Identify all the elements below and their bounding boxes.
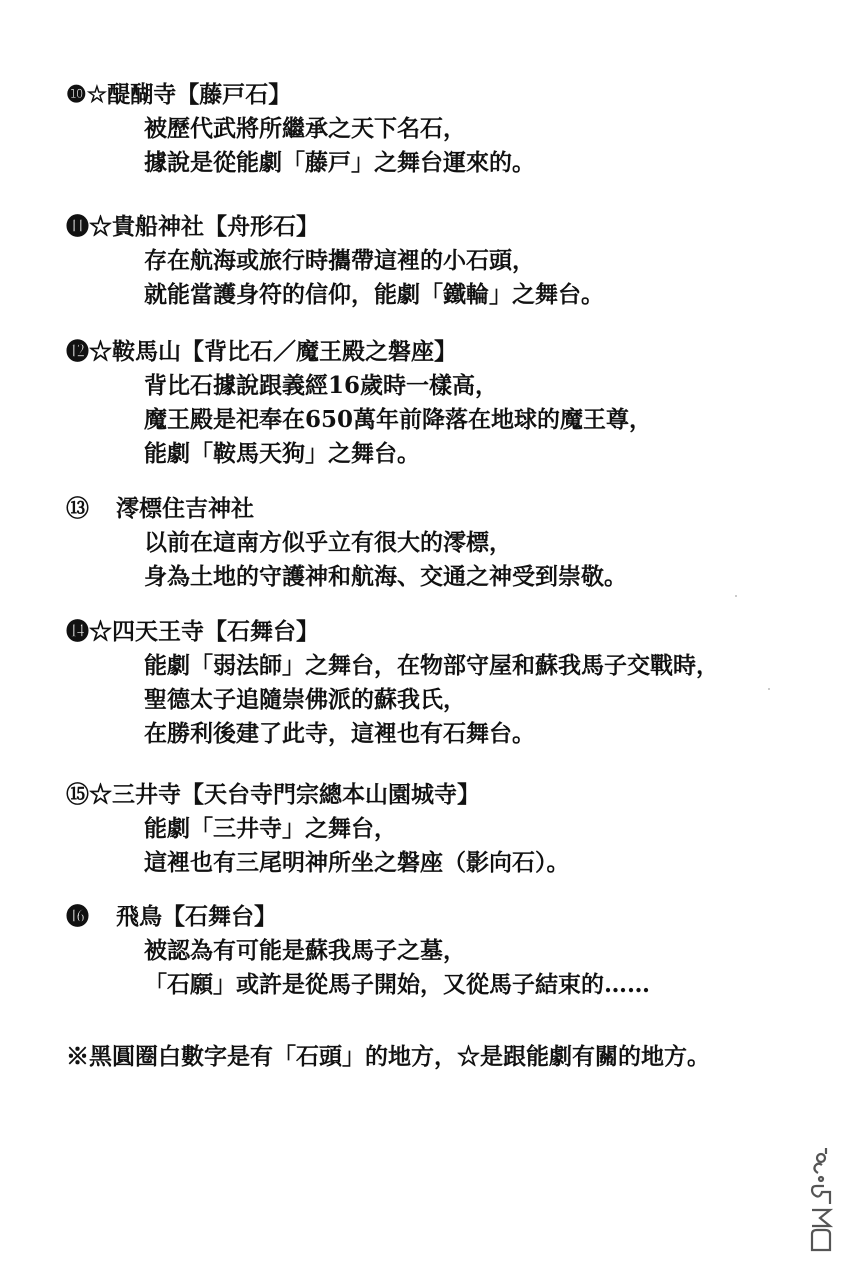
legend-footnote: ※黑圓圈白數字是有「石頭」的地方，☆是跟能劇有關的地方。 (66, 1043, 710, 1070)
entry-number: ⓮☆ (66, 618, 112, 645)
entry-heading (66, 335, 786, 369)
entry-number: ❿☆ (66, 81, 108, 108)
entry-title: 澪標住吉神社 (116, 495, 254, 522)
entry-title: 飛鳥【石舞台】 (116, 903, 277, 930)
dm5-logo-icon (804, 1146, 838, 1256)
entry-number: ⑬ (66, 495, 89, 522)
entry-title: 三井寺【天台寺門宗總本山園城寺】 (112, 781, 480, 808)
entry-14-shitennoji (66, 615, 786, 751)
entry-line: 能劇「鞍馬天狗」之舞台。 (144, 440, 420, 467)
scan-speck (768, 688, 770, 690)
entry-title: 四天王寺【石舞台】 (112, 618, 319, 645)
entry-12-kurama-mountain (66, 335, 786, 471)
entry-line: 被認為有可能是蘇我馬子之墓， (144, 937, 466, 964)
entry-heading (66, 615, 786, 649)
entry-line: 聖德太子追隨崇佛派的蘇我氏， (144, 686, 466, 713)
entry-line: 在勝利後建了此寺，這裡也有石舞台。 (144, 720, 535, 747)
entry-heading (66, 900, 786, 934)
entry-title: 鞍馬山【背比石／魔王殿之磐座】 (112, 338, 457, 365)
entry-line: 存在航海或旅行時攜帶這裡的小石頭， (144, 247, 535, 274)
entry-number: ⓬☆ (66, 338, 112, 365)
entry-number: ⓫☆ (66, 213, 112, 240)
entry-line: 這裡也有三尾明神所坐之磐座（影向石）。 (144, 849, 570, 876)
entry-16-asuka (66, 900, 786, 1002)
entry-line: 以前在這南方似乎立有很大的澪標， (144, 529, 512, 556)
dm5-watermark-logo (804, 1146, 838, 1256)
entry-line: 據說是從能劇「藤戸」之舞台運來的。 (144, 149, 535, 176)
entry-line: 身為土地的守護神和航海、交通之神受到崇敬。 (144, 563, 627, 590)
entry-line: 就能當護身符的信仰，能劇「鐵輪」之舞台。 (144, 281, 604, 308)
entry-10-daigoji (66, 78, 786, 180)
entry-line: 被歷代武將所繼承之天下名石， (144, 115, 466, 142)
entry-heading (66, 778, 786, 812)
entry-line: 魔王殿是祀奉在650萬年前降落在地球的魔王尊， (144, 406, 653, 433)
entry-line: 背比石據說跟義經16歲時一樣高， (144, 372, 499, 399)
entry-number: ⑮☆ (66, 781, 112, 808)
entry-line: 「石願」或許是從馬子開始，又從馬子結束的…… (144, 971, 650, 998)
entry-number: ⓰ (66, 903, 89, 930)
entry-heading (66, 492, 786, 526)
entry-heading (66, 78, 786, 112)
scan-speck (735, 595, 737, 597)
entry-15-miidera (66, 778, 786, 880)
entry-title: 醍醐寺【藤戸石】 (107, 81, 292, 108)
entry-heading (66, 210, 786, 244)
entry-line: 能劇「三井寺」之舞台， (144, 815, 397, 842)
entry-title: 貴船神社【舟形石】 (112, 213, 319, 240)
entry-line: 能劇「弱法師」之舞台，在物部守屋和蘇我馬子交戰時， (144, 652, 719, 679)
entry-13-miotsukushi-shrine (66, 492, 786, 594)
entry-11-kifune-shrine (66, 210, 786, 312)
